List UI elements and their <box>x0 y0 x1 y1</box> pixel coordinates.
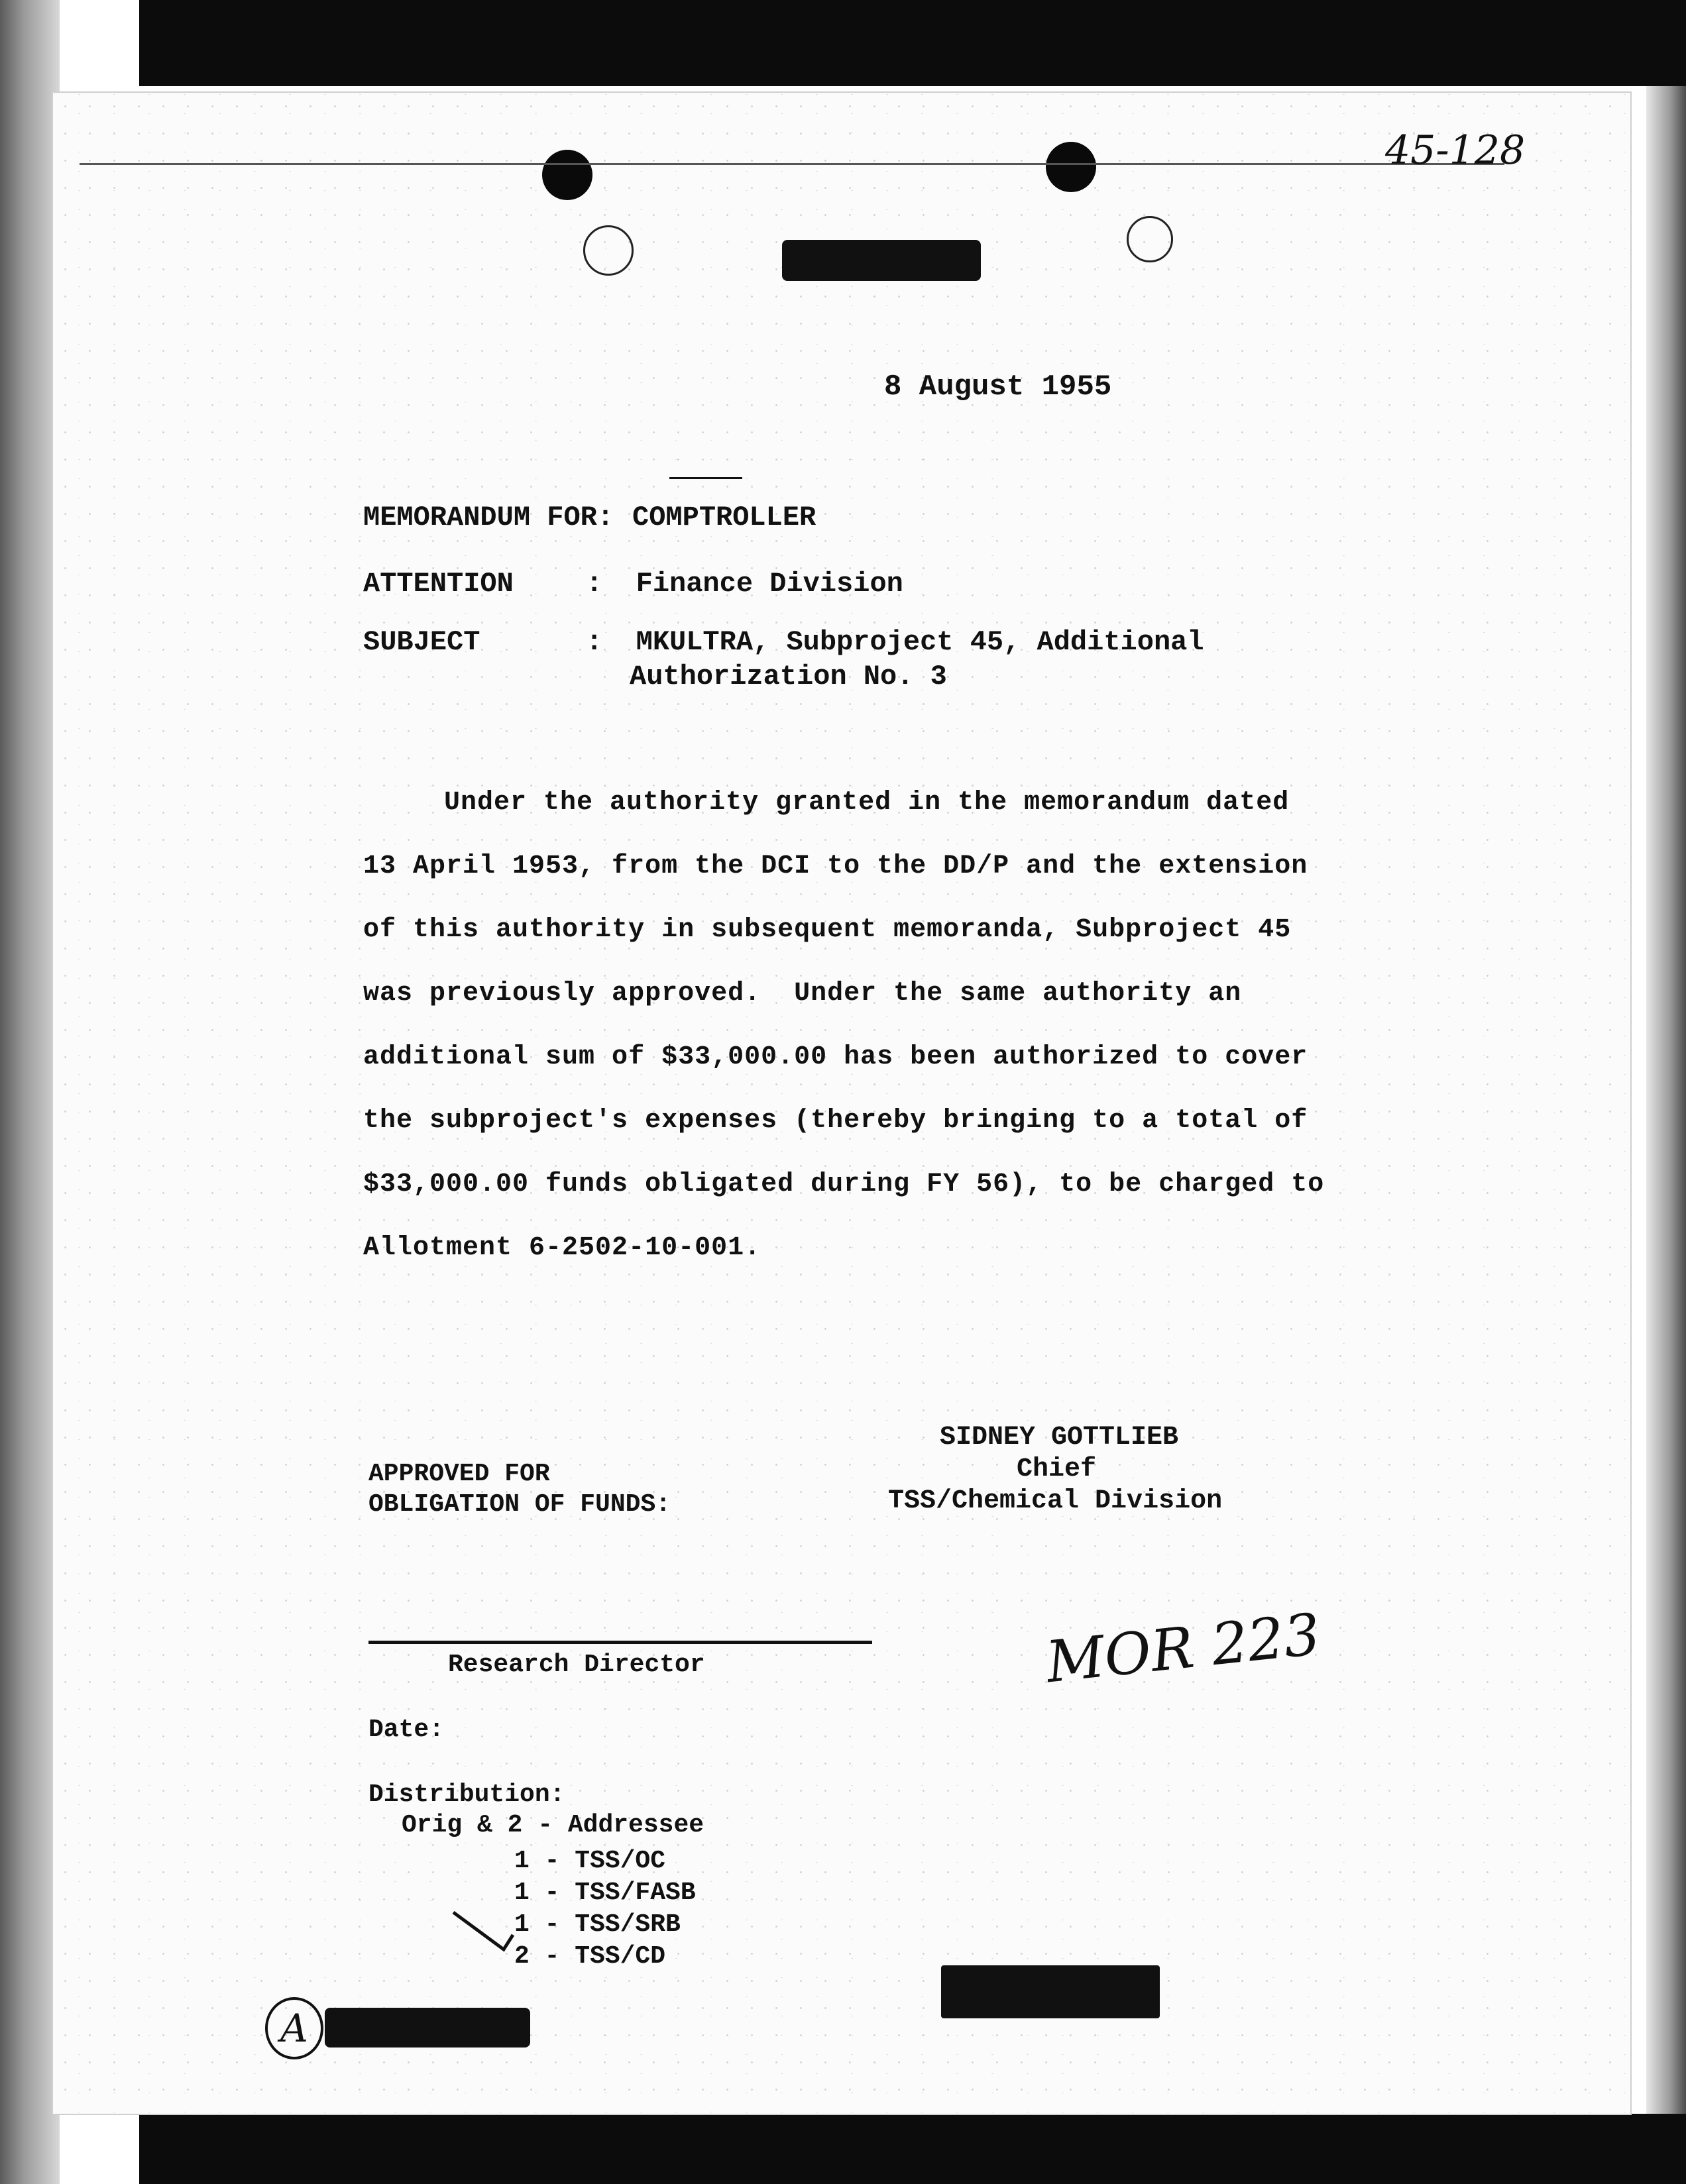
punch-hole-left <box>542 150 592 200</box>
date-label: Date: <box>368 1716 445 1744</box>
scan-noise <box>53 93 1630 2114</box>
scan-border-right <box>1646 0 1686 2184</box>
body-line-7: $33,000.00 funds obligated during FY 56), to be charged to <box>363 1170 1325 1199</box>
memorandum-label: MEMORANDUM FOR: <box>363 502 614 533</box>
subject-label: SUBJECT <box>363 626 480 658</box>
memo-date: 8 August 1955 <box>884 370 1112 404</box>
signature-line <box>368 1641 872 1644</box>
signer-name: SIDNEY GOTTLIEB <box>940 1423 1179 1452</box>
research-director-label: Research Director <box>448 1651 705 1679</box>
distribution-item: 2 - TSS/CD <box>514 1942 666 1971</box>
stamp-mark-left <box>583 225 634 276</box>
approved-for-label: APPROVED FOR <box>368 1460 550 1488</box>
punch-hole-right <box>1046 142 1096 192</box>
scan-border-bottom <box>139 2114 1686 2184</box>
handwritten-mori-number: MOR 223 <box>1042 1601 1323 1696</box>
scan-border-top <box>139 0 1686 86</box>
obligation-of-funds-label: OBLIGATION OF FUNDS: <box>368 1490 671 1519</box>
classification-redaction-bottom-left <box>325 2008 530 2048</box>
distribution-item: 1 - TSS/SRB <box>514 1910 681 1939</box>
body-line-2: 13 April 1953, from the DCI to the DD/P and the extension <box>363 851 1308 881</box>
attention-label: ATTENTION <box>363 568 514 600</box>
body-line-5: additional sum of $33,000.00 has been authorized to cover <box>363 1042 1308 1072</box>
distribution-item: Orig & 2 - Addressee <box>402 1811 704 1839</box>
distribution-label: Distribution: <box>368 1780 565 1809</box>
circled-letter-mark: A <box>265 1997 323 2059</box>
check-mark <box>451 1908 517 1961</box>
body-line-3: of this authority in subsequent memoranda, Subproject 45 <box>363 915 1292 945</box>
memorandum-recipient: COMPTROLLER <box>632 502 816 533</box>
document-page <box>53 93 1630 2114</box>
attention-value: : Finance Division <box>586 568 903 600</box>
body-line-8: Allotment 6-2502-10-001. <box>363 1233 761 1263</box>
classification-redaction-top <box>782 240 981 281</box>
scan-border-left <box>0 0 60 2184</box>
subject-line-2: Authorization No. 3 <box>630 661 947 692</box>
distribution-item: 1 - TSS/OC <box>514 1847 666 1875</box>
top-faint-rule <box>80 163 1504 165</box>
classification-redaction-bottom-right <box>941 1965 1160 2018</box>
body-line-1: Under the authority granted in the memorandum dated <box>444 788 1290 818</box>
stamp-mark-right <box>1127 216 1173 262</box>
distribution-item: 1 - TSS/FASB <box>514 1879 696 1907</box>
signer-division: TSS/Chemical Division <box>888 1486 1223 1516</box>
signer-title: Chief <box>1017 1454 1097 1484</box>
handwritten-doc-number: 45-128 <box>1385 127 1526 174</box>
subject-line-1: : MKULTRA, Subproject 45, Additional <box>586 626 1204 658</box>
date-underline-mark <box>669 477 742 479</box>
body-line-4: was previously approved. Under the same authority an <box>363 979 1242 1009</box>
body-line-6: the subproject's expenses (thereby bringing to a total of <box>363 1106 1308 1136</box>
